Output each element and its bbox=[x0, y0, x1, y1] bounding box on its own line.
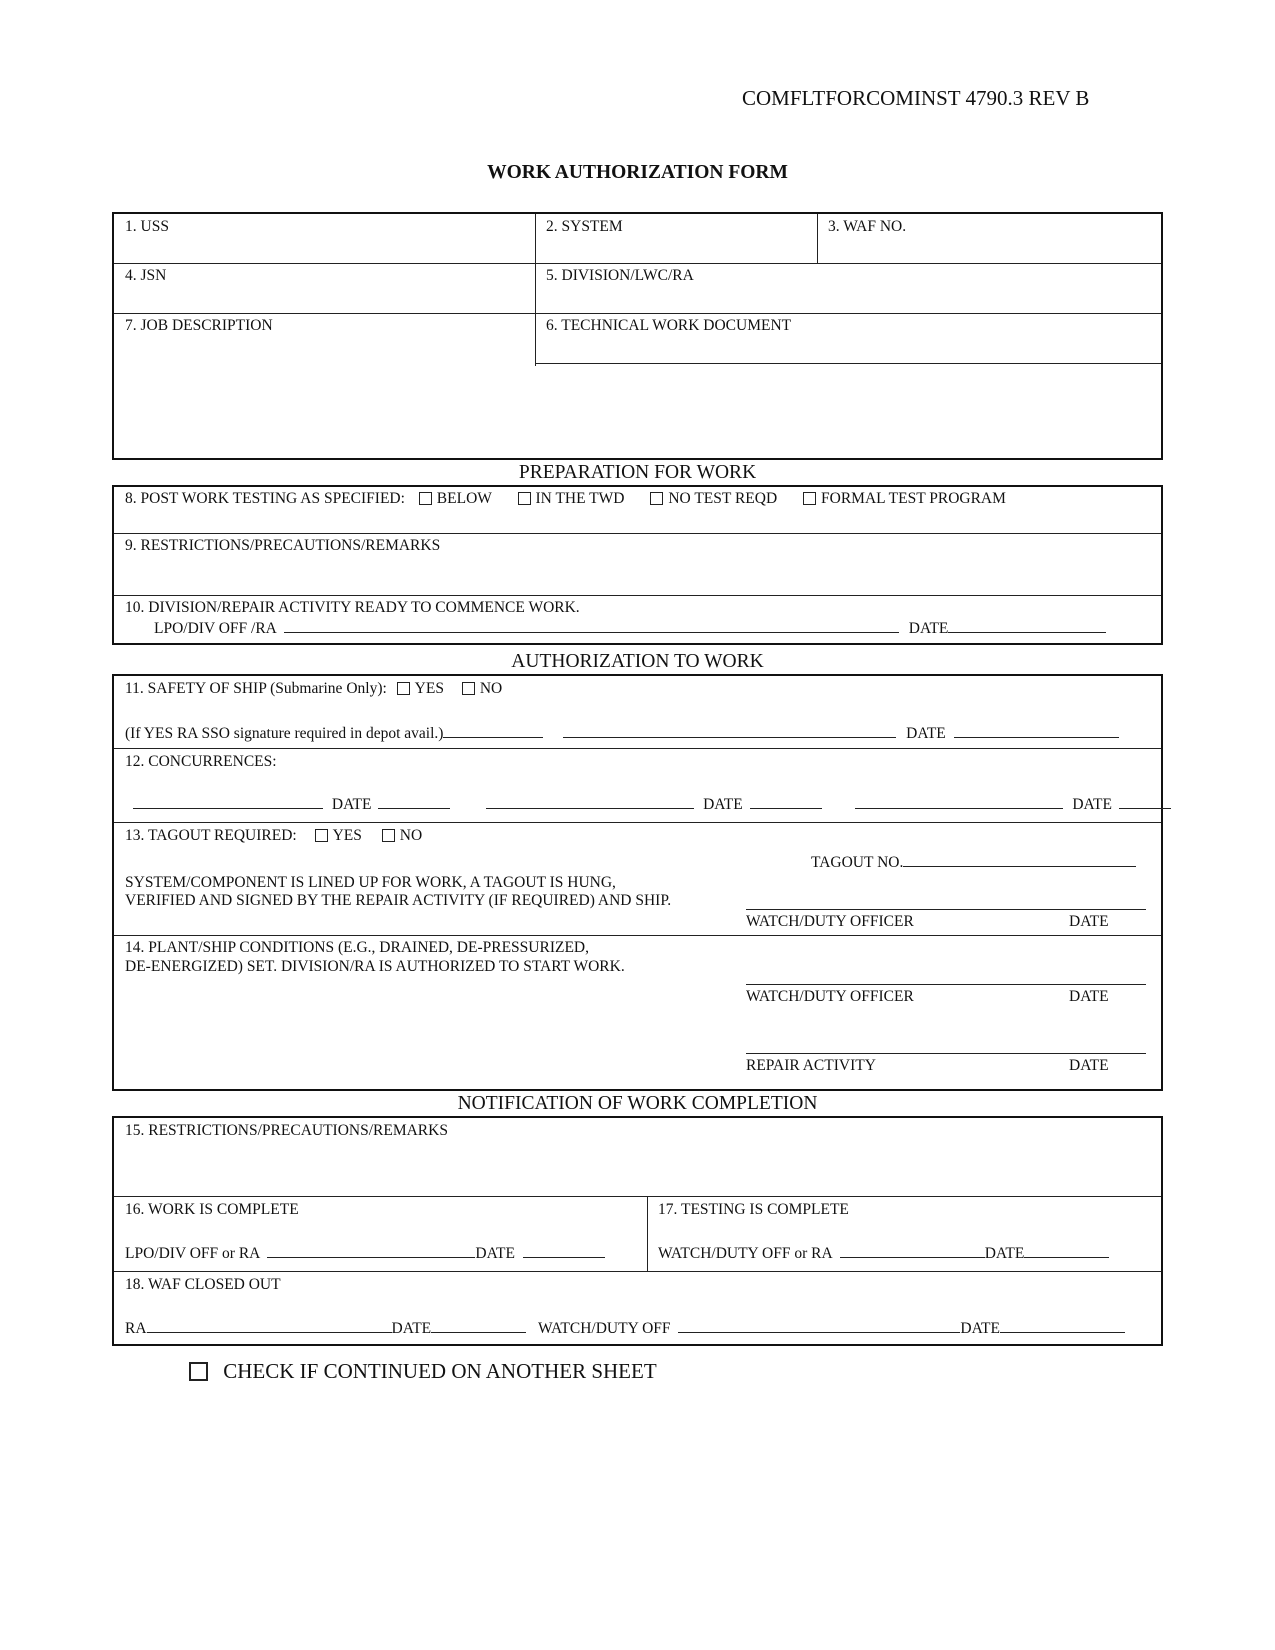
concurrences-label: 12. CONCURRENCES: bbox=[125, 753, 277, 770]
field-waf-no-label: 3. WAF NO. bbox=[828, 218, 907, 235]
field-system-label: 2. SYSTEM bbox=[546, 218, 623, 235]
ready-to-commence-label: 10. DIVISION/REPAIR ACTIVITY READY TO COMMENCE WORK. bbox=[125, 599, 580, 616]
job-description-input[interactable] bbox=[125, 338, 529, 454]
plant-conditions-line2: DE-ENERGIZED) SET. DIVISION/RA IS AUTHORIZED TO START WORK. bbox=[125, 958, 625, 975]
divider bbox=[535, 214, 536, 366]
tagout-number-field[interactable] bbox=[903, 852, 1136, 867]
ready-to-commence-signature-row bbox=[154, 618, 1106, 638]
in-the-twd-checkbox[interactable] bbox=[518, 492, 531, 505]
option-formal-test-program-label: FORMAL TEST PROGRAM bbox=[821, 490, 1006, 507]
completion-block bbox=[112, 1116, 1163, 1346]
lpo-div-off-ra-label: LPO/DIV OFF /RA bbox=[154, 620, 277, 637]
concurrence-2-date-field[interactable] bbox=[750, 794, 822, 809]
concurrence-1-date-field[interactable] bbox=[378, 794, 450, 809]
tagout-required-label: 13. TAGOUT REQUIRED: bbox=[125, 827, 297, 844]
safety-of-ship-row bbox=[125, 680, 502, 698]
watch-officer-signature-line[interactable] bbox=[746, 909, 1146, 910]
testing-complete-signature-row bbox=[658, 1243, 1109, 1263]
concurrence-3-date-field[interactable] bbox=[1119, 794, 1171, 809]
divider bbox=[114, 1271, 1161, 1272]
waf-closed-out-label: 18. WAF CLOSED OUT bbox=[125, 1276, 281, 1293]
post-work-testing-label: 8. POST WORK TESTING AS SPECIFIED: bbox=[125, 490, 405, 507]
below-checkbox[interactable] bbox=[419, 492, 432, 505]
watch-officer-2-signature-line[interactable] bbox=[746, 984, 1146, 985]
sso-signature-field[interactable] bbox=[563, 723, 896, 738]
date-field[interactable] bbox=[948, 618, 1106, 633]
work-complete-signature-row bbox=[125, 1243, 605, 1263]
testing-complete-signature-field[interactable] bbox=[840, 1243, 985, 1258]
date-label: DATE bbox=[1069, 988, 1109, 1005]
ra-label: RA bbox=[125, 1320, 147, 1337]
division-input[interactable] bbox=[546, 287, 1150, 311]
work-complete-label: 16. WORK IS COMPLETE bbox=[125, 1201, 299, 1218]
section-title-preparation: PREPARATION FOR WORK bbox=[518, 462, 757, 483]
tagout-no-label: NO bbox=[399, 827, 423, 844]
date-label: DATE bbox=[960, 1320, 1000, 1337]
date-label: DATE bbox=[703, 796, 743, 813]
date-label: DATE bbox=[906, 725, 946, 742]
safety-no-label: NO bbox=[479, 680, 503, 697]
lpo-signature-field[interactable] bbox=[284, 618, 899, 633]
tagout-no-label: TAGOUT NO. bbox=[811, 854, 904, 871]
option-below-label: BELOW bbox=[436, 490, 492, 507]
safety-of-ship-label: 11. SAFETY OF SHIP (Submarine Only): bbox=[125, 680, 387, 697]
safety-yes-label: YES bbox=[414, 680, 444, 697]
concurrence-3-signature-field[interactable] bbox=[855, 794, 1063, 809]
date-label: DATE bbox=[1072, 796, 1112, 813]
ra-date-field[interactable] bbox=[431, 1318, 526, 1333]
watch-officer-label: WATCH/DUTY OFFICER bbox=[746, 913, 914, 930]
field-job-description-label: 7. JOB DESCRIPTION bbox=[125, 317, 273, 334]
safety-no-checkbox[interactable] bbox=[462, 682, 475, 695]
date-label: DATE bbox=[984, 1245, 1025, 1262]
restrictions-label: 9. RESTRICTIONS/PRECAUTIONS/REMARKS bbox=[125, 537, 441, 554]
tagout-no-checkbox[interactable] bbox=[382, 829, 395, 842]
tagout-required-row bbox=[125, 827, 422, 845]
tagout-statement-line2: VERIFIED AND SIGNED BY THE REPAIR ACTIVITY (IF REQUIRED) AND SHIP. bbox=[125, 892, 672, 909]
date-label: DATE bbox=[475, 1245, 515, 1262]
divider bbox=[817, 214, 818, 263]
watch-duty-off-signature-field[interactable] bbox=[678, 1318, 960, 1333]
divider bbox=[535, 363, 1161, 364]
no-test-reqd-checkbox[interactable] bbox=[650, 492, 663, 505]
field-technical-work-document-label: 6. TECHNICAL WORK DOCUMENT bbox=[546, 317, 792, 334]
date-label: DATE bbox=[908, 620, 949, 637]
section-title-authorization: AUTHORIZATION TO WORK bbox=[511, 651, 764, 672]
restrictions-input[interactable] bbox=[125, 559, 1149, 591]
divider bbox=[114, 935, 1161, 936]
concurrence-signature-row bbox=[133, 794, 1171, 814]
divider bbox=[114, 748, 1161, 749]
sso-note-label: (If YES RA SSO signature required in depot avail.) bbox=[125, 725, 444, 742]
document-id: COMFLTFORCOMINST 4790.3 REV B bbox=[742, 86, 1090, 110]
watch-duty-off-or-ra-label: WATCH/DUTY OFF or RA bbox=[658, 1245, 832, 1262]
divider bbox=[114, 263, 1161, 264]
date-label: DATE bbox=[1069, 1057, 1109, 1074]
tagout-statement-line1: SYSTEM/COMPONENT IS LINED UP FOR WORK, A TAGOUT IS HUNG, bbox=[125, 874, 616, 891]
divider bbox=[647, 1196, 648, 1271]
sso-date-field[interactable] bbox=[954, 723, 1119, 738]
tagout-yes-label: YES bbox=[332, 827, 362, 844]
continued-label: CHECK IF CONTINUED ON ANOTHER SHEET bbox=[223, 1359, 657, 1383]
identification-block bbox=[112, 212, 1163, 460]
testing-complete-date-field[interactable] bbox=[1024, 1243, 1109, 1258]
field-division-label: 5. DIVISION/LWC/RA bbox=[546, 267, 694, 284]
divider bbox=[114, 1196, 1161, 1197]
concurrence-2-signature-field[interactable] bbox=[486, 794, 694, 809]
sso-signature-row bbox=[125, 723, 1119, 743]
completion-restrictions-label: 15. RESTRICTIONS/PRECAUTIONS/REMARKS bbox=[125, 1122, 448, 1139]
work-complete-date-field[interactable] bbox=[523, 1243, 605, 1258]
uss-input[interactable] bbox=[125, 238, 529, 262]
system-input[interactable] bbox=[546, 238, 810, 262]
technical-work-document-input[interactable] bbox=[546, 337, 1150, 361]
repair-activity-label: REPAIR ACTIVITY bbox=[746, 1057, 876, 1074]
field-uss-label: 1. USS bbox=[125, 218, 169, 235]
watch-officer-2-label: WATCH/DUTY OFFICER bbox=[746, 988, 914, 1005]
work-complete-signature-field[interactable] bbox=[267, 1243, 475, 1258]
section-title-completion: NOTIFICATION OF WORK COMPLETION bbox=[457, 1093, 818, 1114]
sso-initials-field[interactable] bbox=[443, 723, 543, 738]
option-in-the-twd-label: IN THE TWD bbox=[535, 490, 625, 507]
date-label: DATE bbox=[391, 1320, 432, 1337]
date-label: DATE bbox=[1069, 913, 1109, 930]
formal-test-program-checkbox[interactable] bbox=[803, 492, 816, 505]
concurrence-1-signature-field[interactable] bbox=[133, 794, 323, 809]
continued-row bbox=[189, 1359, 657, 1384]
preparation-block bbox=[112, 485, 1163, 645]
date-label: DATE bbox=[331, 796, 372, 813]
authorization-block bbox=[112, 674, 1163, 1091]
option-no-test-reqd-label: NO TEST REQD bbox=[668, 490, 778, 507]
tagout-no-row bbox=[811, 852, 1136, 872]
field-jsn-label: 4. JSN bbox=[125, 267, 167, 284]
watch-duty-off-date-field[interactable] bbox=[1000, 1318, 1125, 1333]
jsn-input[interactable] bbox=[125, 287, 529, 311]
repair-activity-signature-line[interactable] bbox=[746, 1053, 1146, 1054]
continued-checkbox[interactable] bbox=[189, 1362, 208, 1381]
divider bbox=[114, 313, 1161, 314]
safety-yes-checkbox[interactable] bbox=[397, 682, 410, 695]
waf-closed-out-signature-row bbox=[125, 1318, 1125, 1338]
watch-duty-off-label: WATCH/DUTY OFF bbox=[538, 1320, 671, 1337]
ra-signature-field[interactable] bbox=[147, 1318, 392, 1333]
divider bbox=[114, 595, 1161, 596]
testing-complete-label: 17. TESTING IS COMPLETE bbox=[658, 1201, 849, 1218]
tagout-yes-checkbox[interactable] bbox=[315, 829, 328, 842]
post-work-testing-row bbox=[125, 490, 1006, 508]
completion-restrictions-input[interactable] bbox=[125, 1144, 1149, 1190]
waf-no-input[interactable] bbox=[828, 238, 1152, 262]
divider bbox=[114, 822, 1161, 823]
divider bbox=[114, 533, 1161, 534]
lpo-div-off-or-ra-label: LPO/DIV OFF or RA bbox=[125, 1245, 260, 1262]
form-title: WORK AUTHORIZATION FORM bbox=[487, 162, 788, 183]
plant-conditions-line1: 14. PLANT/SHIP CONDITIONS (E.G., DRAINED, DE-PRESSURIZED, bbox=[125, 939, 589, 956]
